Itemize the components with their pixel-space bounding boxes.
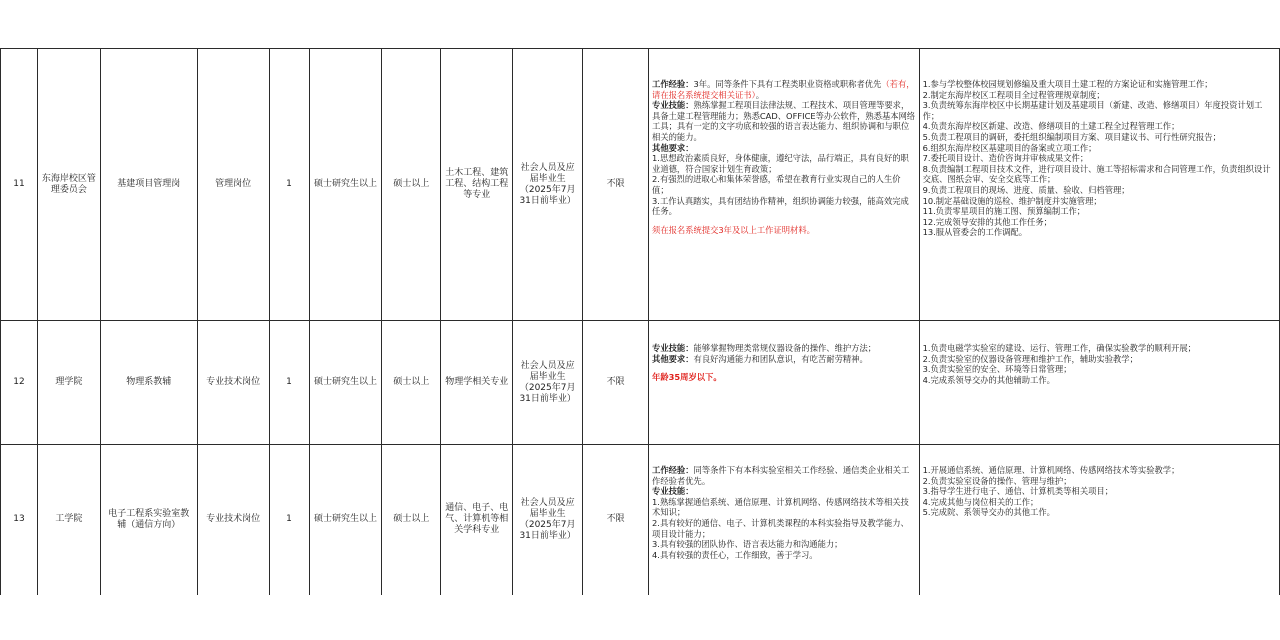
professional-skill-label: 专业技能： [652,486,694,497]
submission-note: 须在报名系统提交3年及以上工作证明材料。 [652,224,815,235]
age-note: 年龄35周岁以下。 [652,372,722,383]
duty-item: 3.指导学生进行电子、通信、计算机类等相关项目； [922,486,1114,497]
duty-item: 2.负责实验室设备的操作、管理与维护； [922,475,1072,486]
duty-item: 6.组织东海岸校区基建项目的备案或立项工作； [922,142,1097,153]
cell-post-name[interactable]: 基建项目管理岗 [100,49,197,321]
duty-item: 2.负责实验室的仪器设备管理和维护工作，辅助实验教学； [922,353,1138,364]
duty-item: 1.开展通信系统、通信原理、计算机网络、传感网络技术等实验教学； [922,465,1180,475]
cell-headcount[interactable]: 1 [269,445,309,595]
skill-item: 4.具有较强的责任心，工作细致，善于学习。 [652,549,818,560]
duty-item: 1.参与学校整体校园规划修编及重大项目土建工程的方案论证和实施管理工作； [922,79,1213,89]
duty-item: 4.完成系领导交办的其他辅助工作。 [922,374,1055,385]
other-requirement-item: 1.思想政治素质良好，身体健康，遵纪守法，品行端正，具有良好的职业道德，符合国家计划生育政策； [652,153,909,174]
duty-item: 4.完成其他与岗位相关的工作； [922,496,1039,507]
duty-item: 10.制定基础设施的巡检、维护制度并实施管理； [922,195,1102,206]
other-requirement-item: 2.有强烈的进取心和集体荣誉感，希望在教育行业实现自己的人生价值； [652,174,901,195]
cell-education[interactable]: 硕士研究生以上 [309,49,382,321]
cell-post-type[interactable]: 专业技术岗位 [197,321,269,445]
duty-item: 3.负责统筹东海岸校区中长期基建计划及基建项目（新建、改造、修缮项目）年度投资计划工作； [922,100,1263,121]
duty-item: 5.完成院、系领导交办的其他工作。 [922,507,1055,518]
duty-item: 9.负责工程项目的现场、进度、质量、验收、归档管理； [922,184,1130,195]
cell-education[interactable]: 硕士研究生以上 [309,321,382,445]
cell-education[interactable]: 硕士研究生以上 [309,445,382,595]
cell-applicant-source[interactable]: 社会人员及应届毕业生（2025年7月31日前毕业） [513,49,583,321]
cell-requirements[interactable] [649,445,920,595]
job-posting-table [0,48,1280,595]
duty-item: 7.委托项目设计、造价咨询并审核成果文件； [922,153,1089,164]
duty-item: 1.负责电磁学实验室的建设、运行、管理工作，确保实验教学的顺利开展； [922,343,1196,353]
cell-job-duties[interactable] [919,321,1279,445]
cell-post-name[interactable]: 物理系教辅 [100,321,197,445]
work-experience-requirement: 工作经验：同等条件下有本科实验室相关工作经验、通信类企业相关工作经验者优先。 [652,465,910,486]
duty-item: 4.负责东海岸校区新建、改造、修缮项目的土建工程全过程管理工作； [922,121,1180,132]
duty-item: 13.服从管委会的工作调配。 [922,227,1028,238]
cell-degree[interactable]: 硕士以上 [382,321,441,445]
cell-post-type[interactable]: 管理岗位 [197,49,269,321]
cell-department[interactable]: 理学院 [37,321,100,445]
cell-degree[interactable]: 硕士以上 [382,49,441,321]
cell-headcount[interactable]: 1 [269,321,309,445]
skill-item: 3.具有较强的团队协作、语言表达能力和沟通能力； [652,539,843,550]
cell-serial-number[interactable]: 12 [1,321,38,445]
cell-major[interactable]: 物理学相关专业 [441,321,513,445]
cell-other-condition[interactable]: 不限 [583,445,649,595]
duty-item: 8.负责编制工程项目技术文件，进行项目设计、施工等招标需求和合同管理工作，负责组织设计交底、图纸会审、安全交底等工作； [922,163,1271,185]
cell-other-condition[interactable]: 不限 [583,49,649,321]
cell-serial-number[interactable]: 13 [1,445,38,595]
skill-item: 2.具有较好的通信、电子、计算机类课程的本科实验指导及教学能力、项目设计能力； [652,517,909,539]
cell-other-condition[interactable]: 不限 [583,321,649,445]
cell-major[interactable]: 土木工程、建筑工程、结构工程等专业 [441,49,513,321]
table-row[interactable] [1,445,1280,595]
cell-applicant-source[interactable]: 社会人员及应届毕业生（2025年7月31日前毕业） [513,321,583,445]
cell-job-duties[interactable] [919,49,1279,321]
cell-department[interactable]: 工学院 [37,445,100,595]
cell-serial-number[interactable]: 11 [1,49,38,321]
duty-item: 12.完成领导安排的其他工作任务； [922,216,1052,227]
cell-requirements[interactable] [649,49,920,321]
other-requirement-item: 3.工作认真踏实，具有团结协作精神，组织协调能力较强，能高效完成任务。 [652,195,909,217]
skill-item: 1.熟练掌握通信系统、通信原理、计算机网络、传感网络技术等相关技术知识； [652,496,909,518]
cell-headcount[interactable]: 1 [269,49,309,321]
duty-item: 11.负责零星项目的施工图、预算编制工作； [922,206,1086,217]
table-row[interactable] [1,321,1280,445]
cell-job-duties[interactable] [919,445,1279,595]
duty-item: 2.制定东海岸校区工程项目全过程管理规章制度； [922,89,1105,100]
other-requirements: 其他要求：有良好沟通能力和团队意识，有吃苦耐劳精神。 [652,353,868,364]
cell-post-name[interactable]: 电子工程系实验室教辅（通信方向） [100,445,197,595]
cell-department[interactable]: 东海岸校区管理委员会 [37,49,100,321]
professional-skill-requirement: 专业技能：能够掌握物理类常规仪器设备的操作、维护方法； [652,343,877,353]
duty-item: 5.负责工程项目的调研，委托组织编制项目方案、项目建议书、可行性研究报告； [922,131,1221,142]
cell-applicant-source[interactable]: 社会人员及应届毕业生（2025年7月31日前毕业） [513,445,583,595]
professional-skill-requirement: 专业技能：熟练掌握工程项目法律法规、工程技术、项目管理等要求，具备土建工程管理能力；熟悉CAD、OFFICE等办公软件，熟悉基本网络工具；具有一定的文字功底和较强的语言表达能力、组织协调和与职位相关的能力。 [652,100,916,142]
work-experience-requirement: 工作经验：3年。同等条件下具有工程类职业资格或职称者优先（若有，请在报名系统提交相关证书）。 [652,79,915,100]
cell-requirements[interactable] [649,321,920,445]
duty-item: 3.负责实验室的安全、环境等日常管理； [922,364,1072,375]
cell-major[interactable]: 通信、电子、电气、计算机等相关学科专业 [441,445,513,595]
cell-post-type[interactable]: 专业技术岗位 [197,445,269,595]
other-requirements-label: 其他要求： [652,142,694,153]
cell-degree[interactable]: 硕士以上 [382,445,441,595]
table-row[interactable] [1,49,1280,321]
